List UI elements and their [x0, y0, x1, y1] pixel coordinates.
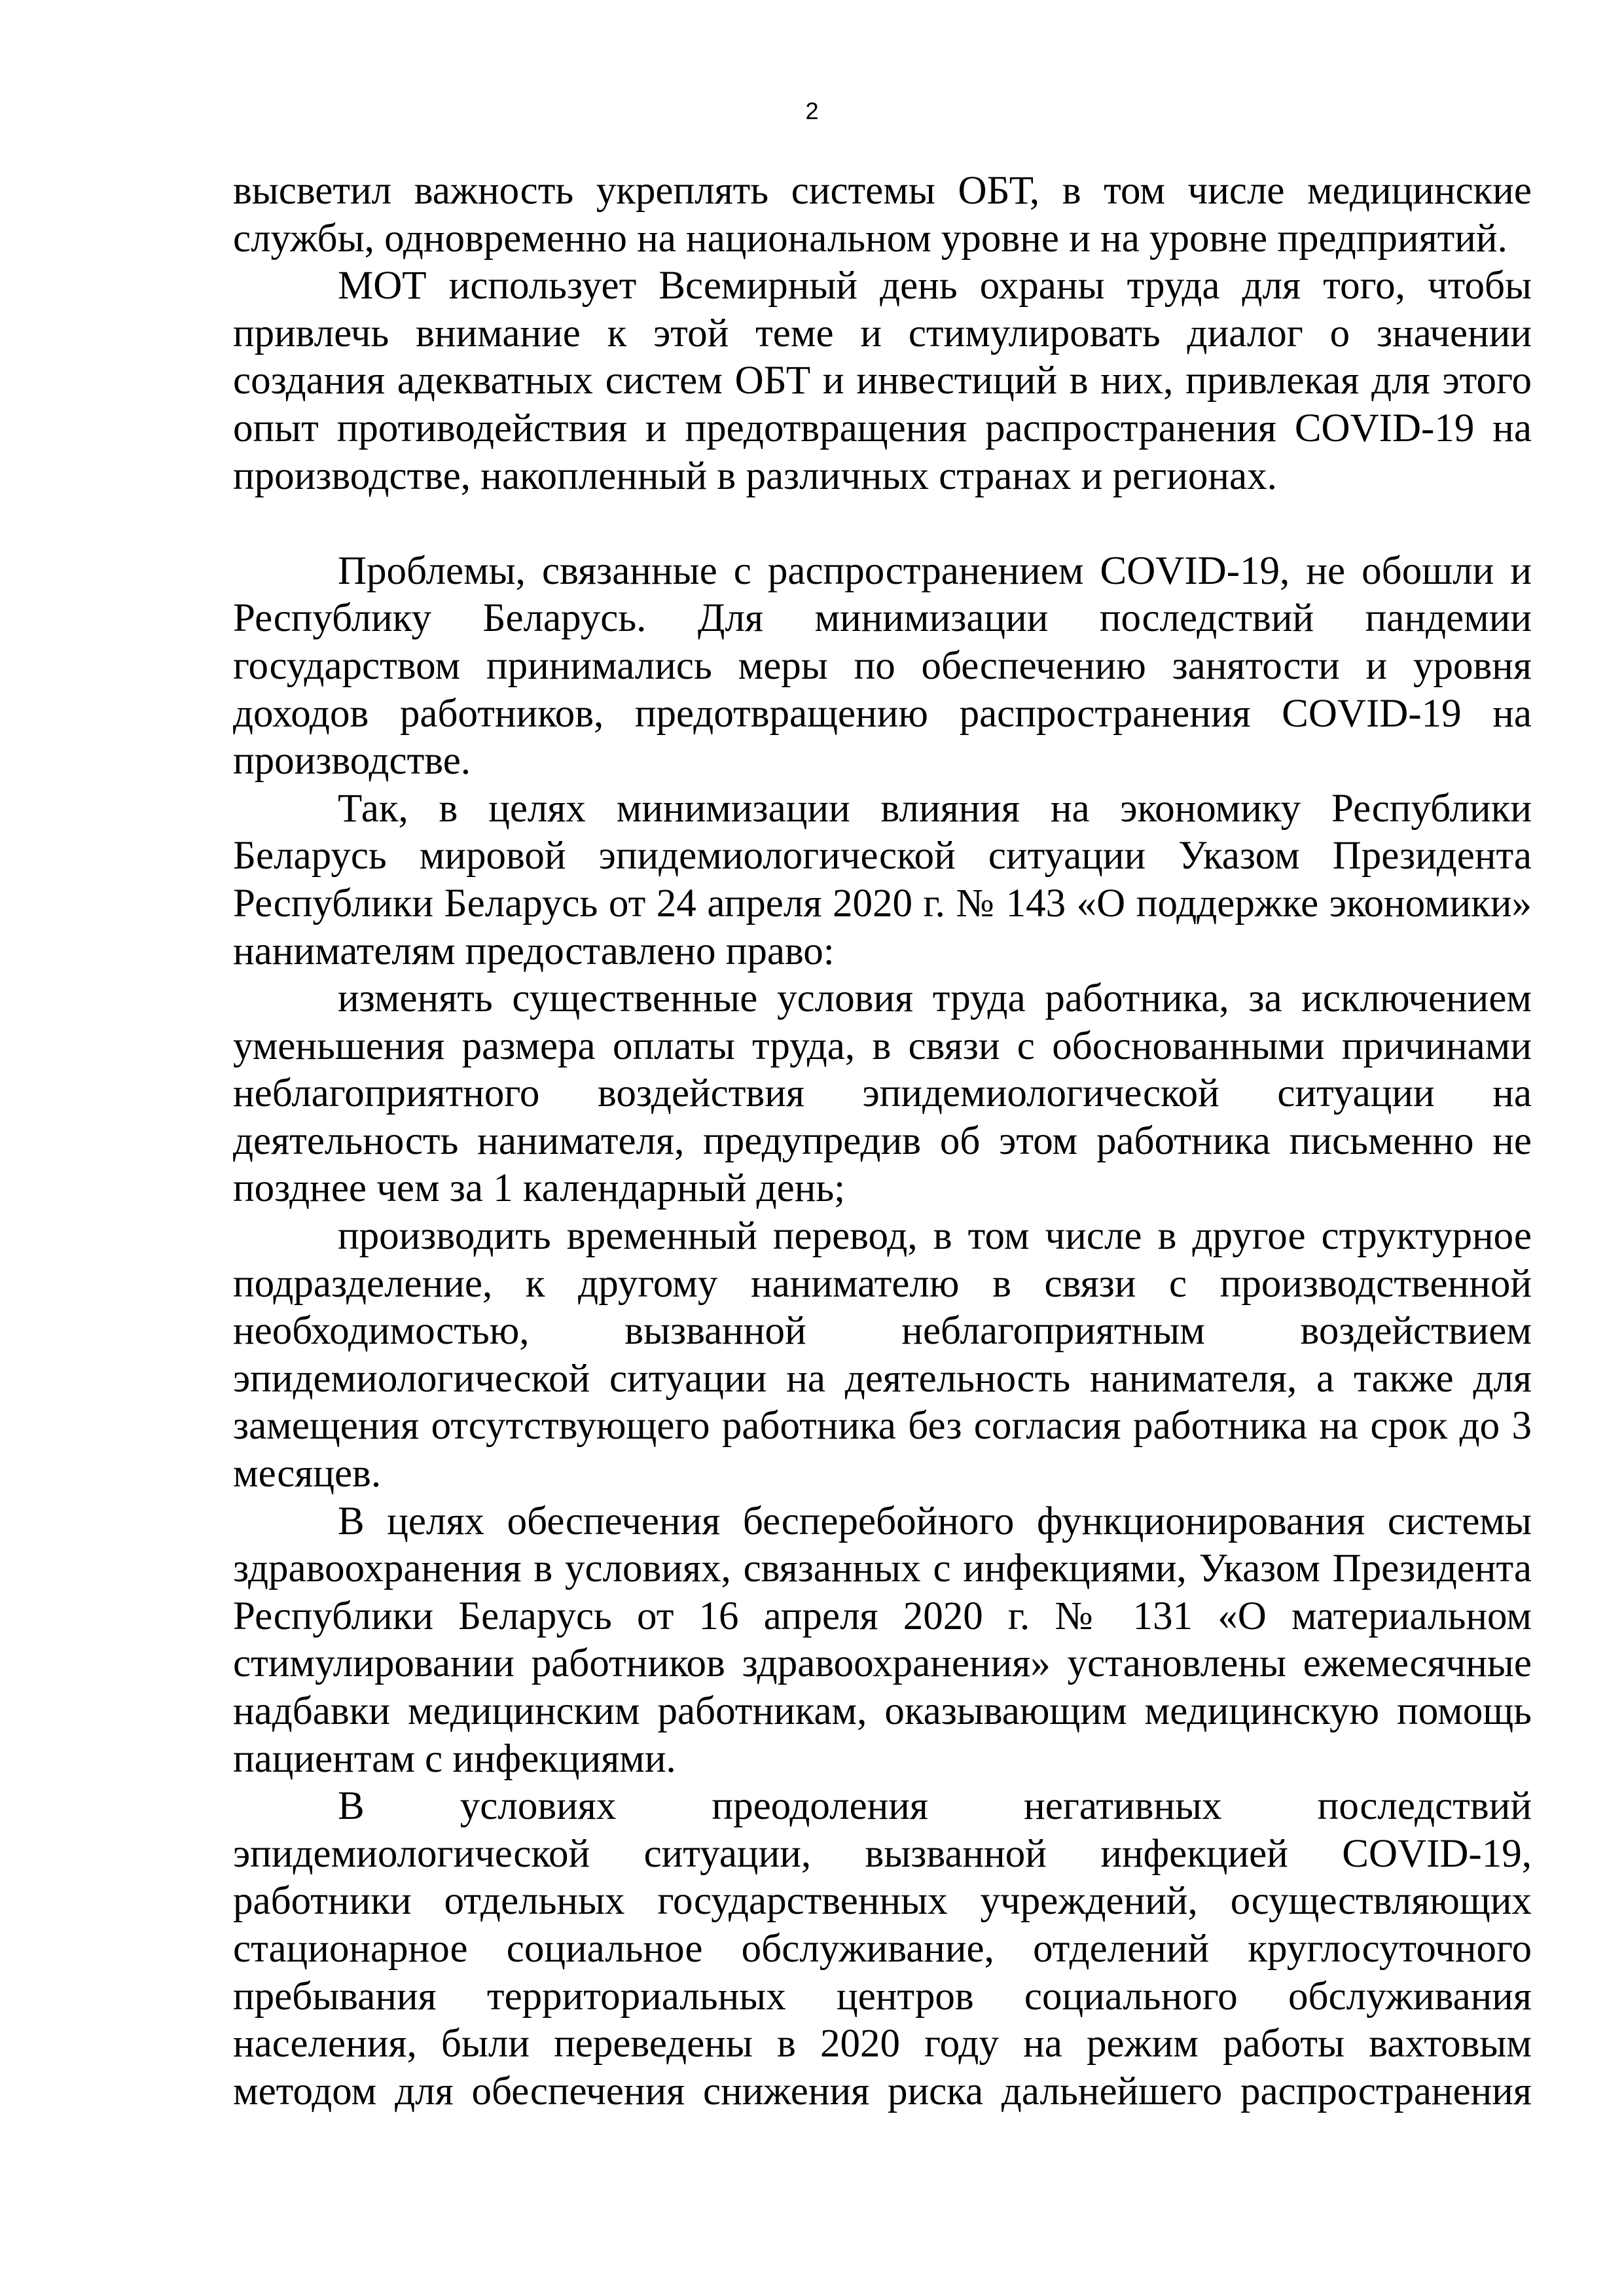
paragraph-4: Так, в целях минимизации влияния на экономику Республики Беларусь мировой эпидемиологической ситуации Указом Президента Республики Беларусь от 24 апреля 2020 г. № 143 «О поддержке экономики» нанимателям предоставлено право:: [233, 786, 1532, 973]
page-number: 2: [805, 98, 819, 124]
paragraph-8: В условиях преодоления негативных последствий эпидемиологической ситуации, вызванной инфекцией COVID-19, работники отдельных государственных учреждений, осуществляющих стационарное социальное обслуживание, отделений круглосуточного пребывания территориальных центров социального обслуживания населения, были переведены в 2020 году на режим работы вахтовым методом для обеспечения снижения риска дальнейшего распространения: [233, 1784, 1532, 2113]
paragraph-1: высветил важность укреплять системы ОБТ, в том числе медицинские службы, одновременно на национальном уровне и на уровне предприятий.: [233, 169, 1532, 260]
paragraph-5: изменять существенные условия труда работника, за исключением уменьшения размера оплаты труда, в связи с обоснованными причинами неблагоприятного воздействия эпидемиологической ситуации на деятельность нанимателя, предупредив об этом работника письменно не позднее чем за 1 календарный день;: [233, 977, 1532, 1211]
paragraph-6: производить временный перевод, в том числе в другое структурное подразделение, к другому нанимателю в связи с производственной необходимостью, вызванной неблагоприятным воздействием эпидемиологической ситуации на деятельность нанимателя, а также для замещения отсутствующего работника без согласия работника на срок до 3 месяцев.: [233, 1214, 1532, 1496]
document-body: [233, 168, 1532, 2115]
paragraph-7: В целях обеспечения бесперебойного функционирования системы здравоохранения в условиях, связанных с инфекциями, Указом Президента Республики Беларусь от 16 апреля 2020 г. № 131 «О материальном стимулировании работников здравоохранения» установлены ежемесячные надбавки медицинским работникам, оказывающим медицинскую помощь пациентам с инфекциями.: [233, 1499, 1532, 1781]
paragraph-2: МОТ использует Всемирный день охраны труда для того, чтобы привлечь внимание к этой теме и стимулировать диалог о значении создания адекватных систем ОБТ и инвестиций в них, привлекая для этого опыт противодействия и предотвращения распространения COVID-19 на производстве, накопленный в различных странах и регионах.: [233, 264, 1532, 498]
paragraph-3: Проблемы, связанные с распространением COVID-19, не обошли и Республику Беларусь. Для минимизации последствий пандемии государством принимались меры по обеспечению занятости и уровня доходов работников, предотвращению распространения COVID-19 на производстве.: [233, 548, 1532, 783]
